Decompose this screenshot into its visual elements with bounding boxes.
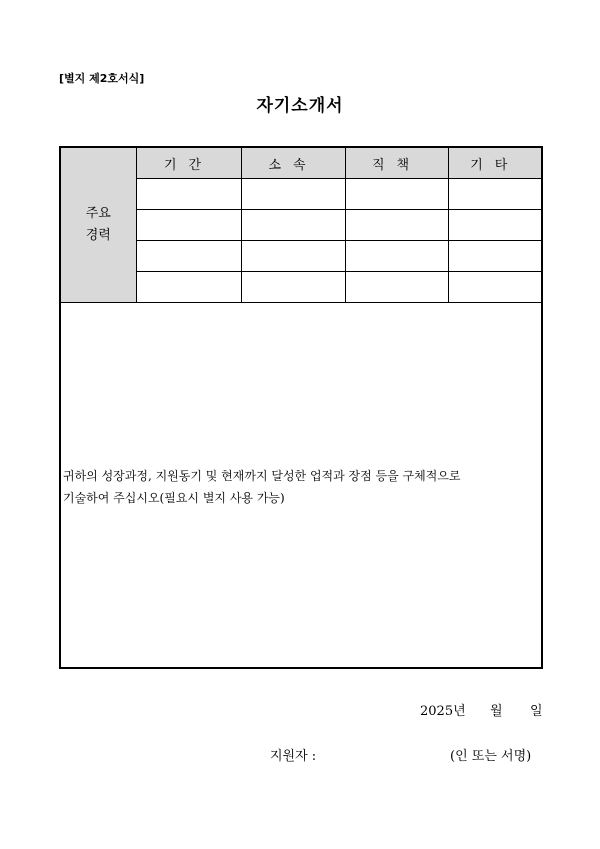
career-cell-other[interactable]	[448, 272, 541, 303]
career-cell-period[interactable]	[136, 179, 241, 210]
career-cell-period[interactable]	[136, 272, 241, 303]
career-cell-other[interactable]	[448, 210, 541, 241]
header-period: 기간	[136, 148, 241, 179]
career-cell-period[interactable]	[136, 241, 241, 272]
applicant-label: 지원자 :	[270, 749, 317, 764]
career-cell-other[interactable]	[448, 179, 541, 210]
signature-note: (인 또는 서명)	[450, 749, 532, 764]
instructions-line2: 기술하여 주십시오(필요시 별지 사용 가능)	[63, 491, 285, 505]
essay-instructions	[63, 465, 541, 509]
career-cell-affiliation[interactable]	[241, 210, 345, 241]
career-cell-position[interactable]	[345, 179, 448, 210]
career-header-row	[61, 148, 541, 179]
career-cell-position[interactable]	[345, 210, 448, 241]
career-cell-affiliation[interactable]	[241, 179, 345, 210]
career-cell-position[interactable]	[345, 241, 448, 272]
date-year: 2025년	[420, 704, 466, 719]
header-other: 기타	[448, 148, 541, 179]
date-day: 일	[530, 704, 543, 719]
career-cell-affiliation[interactable]	[241, 241, 345, 272]
header-affiliation: 소속	[241, 148, 345, 179]
career-side-label	[61, 148, 136, 303]
career-cell-affiliation[interactable]	[241, 272, 345, 303]
side-label-line2: 경력	[85, 228, 111, 243]
side-label-line1: 주요	[85, 206, 111, 221]
date-month: 월	[490, 704, 503, 719]
career-cell-other[interactable]	[448, 241, 541, 272]
career-table	[61, 148, 541, 303]
instructions-line1: 귀하의 성장과정, 지원동기 및 현재까지 달성한 업적과 장점 등을 구체적으로	[63, 469, 461, 483]
career-cell-position[interactable]	[345, 272, 448, 303]
form-code-label: [별지 제2호서식]	[59, 72, 145, 85]
document-title: 자기소개서	[256, 96, 344, 116]
header-position: 직책	[345, 148, 448, 179]
form-frame	[59, 146, 543, 669]
career-cell-period[interactable]	[136, 210, 241, 241]
